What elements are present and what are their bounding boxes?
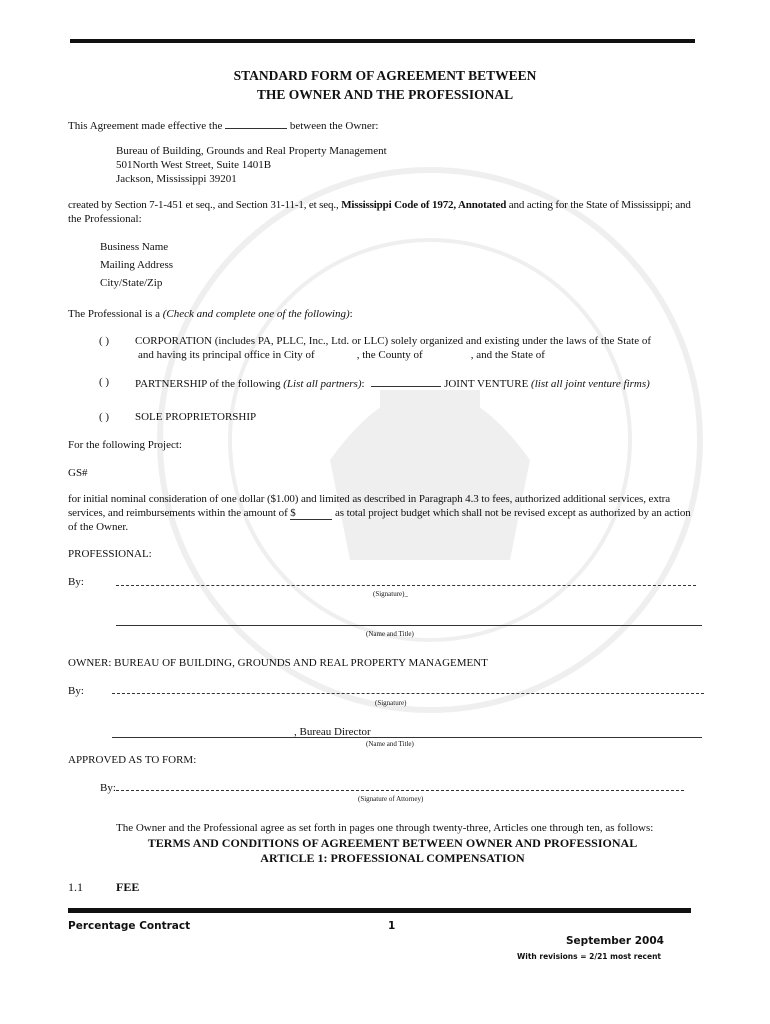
- professional-by-label: By:: [68, 576, 84, 588]
- city-state-zip-field[interactable]: City/State/Zip: [100, 277, 163, 289]
- owner-by-label: By:: [68, 685, 84, 697]
- footer-contract-type: Percentage Contract: [68, 920, 191, 932]
- corporation-line1: CORPORATION (includes PA, PLLC, Inc., Ltd. or LLC) solely organized and existing under the laws of the State of: [135, 335, 652, 347]
- owner-signature-line[interactable]: [112, 693, 704, 694]
- created-by-line2: the Professional:: [68, 213, 142, 225]
- owner-signature-caption: (Signature): [375, 699, 407, 707]
- document-title-line2: THE OWNER AND THE PROFESSIONAL: [256, 87, 514, 102]
- attorney-signature-line[interactable]: [116, 790, 684, 791]
- footer-revision: With revisions = 2/21 most recent: [517, 952, 661, 961]
- project-label: For the following Project:: [68, 439, 182, 451]
- attorney-signature-caption: (Signature of Attorney): [358, 795, 424, 803]
- professional-type-prompt: The Professional is a (Check and complete one of the following):: [68, 308, 353, 320]
- partnership-checkbox[interactable]: ( ): [99, 376, 110, 388]
- top-rule: [70, 39, 695, 43]
- owner-address-line2: 501North West Street, Suite 1401B: [116, 159, 272, 171]
- footer-date: September 2004: [566, 935, 664, 947]
- intro-line: This Agreement made effective the between the Owner:: [68, 120, 379, 132]
- budget-amount-field[interactable]: $: [290, 507, 332, 520]
- bureau-director-label: , Bureau Director: [294, 726, 371, 738]
- partnership-line: PARTNERSHIP of the following (List all partners): JOINT VENTURE (list all joint venture firms): [135, 378, 650, 390]
- owner-address-line1: Bureau of Building, Grounds and Real Property Management: [116, 145, 387, 157]
- corporation-line2: and having its principal office in City of , the County of , and the State of: [138, 349, 545, 361]
- consideration-line3: of the Owner.: [68, 521, 129, 533]
- corporation-checkbox[interactable]: ( ): [99, 335, 110, 347]
- attorney-by-label: By:: [100, 782, 116, 794]
- consideration-line2: services, and reimbursements within the amount of $ as total project budget which shall not be revised except as authorized by an action: [68, 507, 691, 519]
- sole-checkbox[interactable]: ( ): [99, 411, 110, 423]
- professional-name-title-line[interactable]: [116, 625, 702, 626]
- owner-name-title-caption: (Name and Title): [366, 740, 414, 748]
- section-title: FEE: [116, 880, 140, 894]
- partners-blank[interactable]: [371, 376, 441, 387]
- footer-rule: [68, 908, 691, 913]
- footer-page-number: 1: [388, 920, 396, 932]
- professional-signature-line[interactable]: [116, 585, 696, 586]
- state-seal-watermark: [150, 160, 710, 720]
- section-number: 1.1: [68, 880, 83, 894]
- professional-signature-caption: (Signature)_: [373, 590, 408, 598]
- agreement-statement: The Owner and the Professional agree as set forth in pages one through twenty-three, Articles one through ten, as follows:: [116, 822, 654, 834]
- consideration-line1: for initial nominal consideration of one dollar ($1.00) and limited as described in Paragraph 4.3 to fees, authorized additional services, extra: [68, 493, 671, 505]
- gs-number-label: GS#: [68, 467, 88, 479]
- document-title-line1: STANDARD FORM OF AGREEMENT BETWEEN: [233, 68, 537, 83]
- professional-name-title-caption: (Name and Title): [366, 630, 414, 638]
- article-heading: ARTICLE 1: PROFESSIONAL COMPENSATION: [260, 851, 525, 865]
- sole-proprietorship-label: SOLE PROPRIETORSHIP: [135, 411, 257, 423]
- effective-date-blank[interactable]: [225, 118, 287, 129]
- business-name-field[interactable]: Business Name: [100, 241, 169, 253]
- professional-label: PROFESSIONAL:: [68, 548, 152, 560]
- owner-address-line3: Jackson, Mississippi 39201: [116, 173, 237, 185]
- terms-heading: TERMS AND CONDITIONS OF AGREEMENT BETWEEN OWNER AND PROFESSIONAL: [147, 836, 638, 850]
- owner-label: OWNER: BUREAU OF BUILDING, GROUNDS AND REAL PROPERTY MANAGEMENT: [68, 657, 488, 669]
- owner-name-title-line[interactable]: [112, 737, 702, 738]
- mailing-address-field[interactable]: Mailing Address: [100, 259, 174, 271]
- approved-as-to-form-label: APPROVED AS TO FORM:: [68, 754, 197, 766]
- created-by-line: created by Section 7-1-451 et seq., and Section 31-11-1, et seq., Mississippi Code of 1972, Annotated and acting for the State of Mississippi; and: [68, 199, 691, 211]
